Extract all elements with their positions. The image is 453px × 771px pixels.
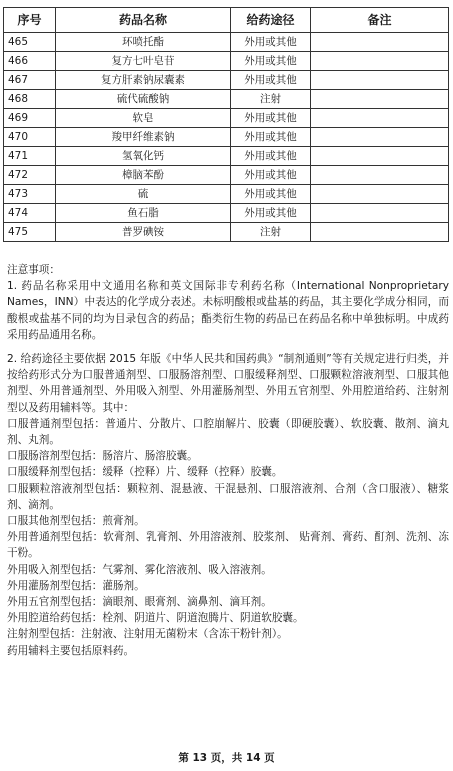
- table-row: [4, 71, 449, 90]
- route-cell: 外用或其他: [231, 128, 311, 147]
- dosage-form-line: 口服肠溶剂型包括：肠溶片、肠溶胶囊。: [7, 450, 198, 463]
- route-cell: 外用或其他: [231, 109, 311, 128]
- table-row: [4, 185, 449, 204]
- serial-cell: 467: [4, 71, 56, 90]
- drug-name-cell: 软皂: [56, 109, 231, 128]
- serial-cell: 474: [4, 204, 56, 223]
- remarks-cell: [311, 166, 449, 185]
- dosage-form-line: 外用五官剂型包括：滴眼剂、眼膏剂、滴鼻剂、滴耳剂。: [7, 596, 272, 609]
- dosage-form-line: 外用吸入剂型包括：气雾剂、雾化溶液剂、吸入溶液剂。: [7, 563, 272, 576]
- dosage-form-list: [7, 416, 449, 659]
- route-cell: 外用或其他: [231, 52, 311, 71]
- drug-name-cell: 环喷托酯: [56, 33, 231, 52]
- drug-name-cell: 普罗碘铵: [56, 223, 231, 242]
- dosage-form-line: 口服其他剂型包括：煎膏剂。: [7, 515, 145, 528]
- route-cell: 外用或其他: [231, 204, 311, 223]
- serial-cell: 469: [4, 109, 56, 128]
- serial-cell: 465: [4, 33, 56, 52]
- remarks-cell: [311, 52, 449, 71]
- route-cell: 外用或其他: [231, 33, 311, 52]
- remarks-cell: [311, 147, 449, 166]
- route-cell: 外用或其他: [231, 185, 311, 204]
- route-cell: 注射: [231, 223, 311, 242]
- drug-table: [3, 7, 449, 242]
- table-row: [4, 33, 449, 52]
- remarks-cell: [311, 223, 449, 242]
- drug-name-cell: 氢氧化钙: [56, 147, 231, 166]
- dosage-form-line: 口服普通剂型包括：普通片、分散片、口腔崩解片、胶囊（即硬胶囊）、软胶囊、散剂、滴丸剂、丸剂。: [7, 417, 449, 447]
- dosage-form-line: 外用腔道给药包括：栓剂、阴道片、阴道泡腾片、阴道软胶囊。: [7, 612, 304, 625]
- drug-name-cell: 复方肝素钠尿囊素: [56, 71, 231, 90]
- page-number: 第 13 页，共 14 页: [178, 752, 275, 764]
- notes-title: 注意事项：: [7, 264, 60, 276]
- header-route: 给药途径: [231, 8, 311, 33]
- remarks-cell: [311, 90, 449, 109]
- dosage-form-line: 口服颗粒溶液剂型包括：颗粒剂、混悬液、干混悬剂、口服溶液剂、合剂（含口服液）、糖浆剂、滴剂。: [7, 482, 449, 511]
- header-remarks: 备注: [311, 8, 449, 33]
- remarks-cell: [311, 109, 449, 128]
- serial-cell: 468: [4, 90, 56, 109]
- remarks-cell: [311, 185, 449, 204]
- table-row: [4, 52, 449, 71]
- table-row: [4, 109, 449, 128]
- table-body: [4, 33, 449, 242]
- drug-name-cell: 樟脑苯酚: [56, 166, 231, 185]
- dosage-form-line: 口服缓释剂型包括：缓释（控释）片、缓释（控释）胶囊。: [7, 466, 283, 479]
- serial-cell: 471: [4, 147, 56, 166]
- table-row: [4, 128, 449, 147]
- notes-paragraph-1: 1. 药品名称采用中文通用名称和英文国际非专利药名称（International Nonproprietary Names，INN）中表达的化学成分表述。未标明酸根或盐基的药品，其主要化学成分相同，而酸根或盐基不同的均为目录包含的药品；酯类衍生物的药品已在药品名称中单独标明。中成药采用药品通用名称。: [7, 280, 449, 341]
- header-drug-name: 药品名称: [56, 8, 231, 33]
- table-row: [4, 147, 449, 166]
- remarks-cell: [311, 71, 449, 90]
- remarks-cell: [311, 128, 449, 147]
- table-header-row: [4, 8, 449, 33]
- remarks-cell: [311, 204, 449, 223]
- serial-cell: 466: [4, 52, 56, 71]
- drug-name-cell: 硫: [56, 185, 231, 204]
- dosage-form-line: 外用普通剂型包括：软膏剂、乳膏剂、外用溶液剂、胶浆剂、 贴膏剂、膏药、酊剂、洗剂、冻干粉。: [7, 531, 449, 560]
- serial-cell: 475: [4, 223, 56, 242]
- notes-section: [7, 262, 449, 659]
- drug-name-cell: 羧甲纤维素钠: [56, 128, 231, 147]
- serial-cell: 472: [4, 166, 56, 185]
- drug-name-cell: 鱼石脂: [56, 204, 231, 223]
- dosage-form-line: 注射剂型包括：注射液、注射用无菌粉末（含冻干粉针剂）。: [7, 628, 288, 641]
- route-cell: 外用或其他: [231, 147, 311, 166]
- route-cell: 注射: [231, 90, 311, 109]
- drug-name-cell: 复方七叶皂苷: [56, 52, 231, 71]
- serial-cell: 473: [4, 185, 56, 204]
- table-row: [4, 166, 449, 185]
- route-cell: 外用或其他: [231, 71, 311, 90]
- route-cell: 外用或其他: [231, 166, 311, 185]
- header-serial: 序号: [4, 8, 56, 33]
- table-row: [4, 204, 449, 223]
- notes-paragraph-2: 2. 给药途径主要依据 2015 年版《中华人民共和国药典》“制剂通则”等有关规定进行归类，并按给药形式分为口服普通剂型、口服肠溶剂型、口服缓释剂型、口服颗粒溶液剂型、口服其他剂型、外用普通剂型、外用吸入剂型、外用灌肠剂型、外用五官剂型、外用腔道给药、注射剂型以及药用辅料等。其中：: [7, 353, 449, 414]
- table-row: [4, 90, 449, 109]
- dosage-form-line: 药用辅料主要包括原料药。: [7, 644, 135, 657]
- serial-cell: 470: [4, 128, 56, 147]
- remarks-cell: [311, 33, 449, 52]
- drug-name-cell: 硫代硫酸钠: [56, 90, 231, 109]
- table-row: [4, 223, 449, 242]
- dosage-form-line: 外用灌肠剂型包括：灌肠剂。: [7, 579, 145, 592]
